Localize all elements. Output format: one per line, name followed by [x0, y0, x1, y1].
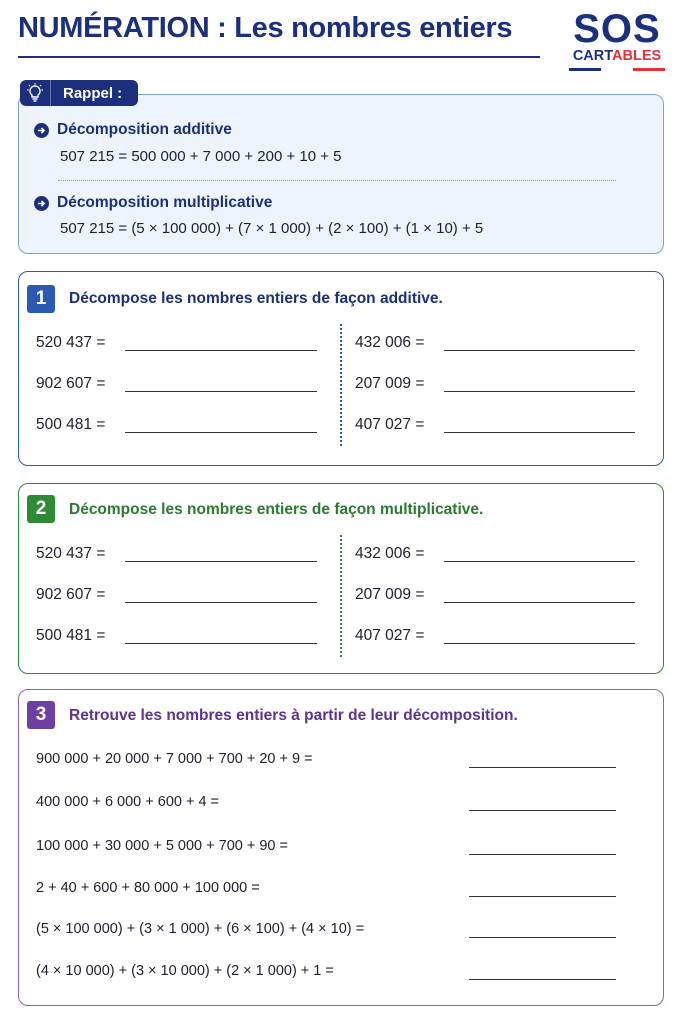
- additive-heading-text: Décomposition additive: [57, 121, 232, 138]
- ex3-row-expression: 100 000 + 30 000 + 5 000 + 700 + 90 =: [36, 838, 288, 854]
- ex3-answer-blank[interactable]: [469, 937, 616, 938]
- ex3-answer-blank[interactable]: [469, 767, 616, 768]
- ex1-answer-blank[interactable]: [444, 391, 635, 392]
- exercise-2-column-divider: [340, 535, 342, 657]
- ex2-answer-blank[interactable]: [444, 561, 635, 562]
- ex2-answer-blank[interactable]: [125, 561, 317, 562]
- ex2-answer-blank[interactable]: [125, 643, 317, 644]
- logo-ables-part: ABLES: [612, 48, 662, 64]
- logo-sos-text: SOS: [573, 7, 661, 51]
- ex1-answer-blank[interactable]: [444, 432, 635, 433]
- logo-cart-part: CART: [572, 48, 613, 64]
- rappel-divider: [58, 180, 616, 181]
- ex2-right-label: 407 027 =: [355, 627, 425, 644]
- exercise-1-column-divider: [340, 324, 342, 446]
- rappel-label: Rappel :: [63, 84, 123, 102]
- arrow-right-icon: [34, 123, 49, 138]
- lightbulb-icon: [20, 80, 51, 106]
- ex1-answer-blank[interactable]: [125, 350, 317, 351]
- logo-cartables-text: [566, 48, 668, 64]
- ex2-right-label: 432 006 =: [355, 545, 425, 562]
- ex1-left-label: 520 437 =: [36, 334, 106, 351]
- ex3-answer-blank[interactable]: [469, 810, 616, 811]
- page-title: NUMÉRATION : Les nombres entiers: [18, 12, 513, 44]
- multiplicative-heading-text: Décomposition multiplicative: [57, 194, 273, 211]
- ex1-right-label: 432 006 =: [355, 334, 425, 351]
- ex2-left-label: 902 607 =: [36, 586, 106, 603]
- ex2-left-label: 500 481 =: [36, 627, 106, 644]
- ex2-right-label: 207 009 =: [355, 586, 425, 603]
- ex1-right-label: 207 009 =: [355, 375, 425, 392]
- ex1-answer-blank[interactable]: [125, 432, 317, 433]
- ex3-row-expression: (4 × 10 000) + (3 × 10 000) + (2 × 1 000) + 1 =: [36, 963, 334, 979]
- additive-example: 507 215 = 500 000 + 7 000 + 200 + 10 + 5: [60, 148, 342, 165]
- ex3-row-expression: 900 000 + 20 000 + 7 000 + 700 + 20 + 9 =: [36, 751, 313, 767]
- rappel-tab: [20, 80, 138, 106]
- title-underline: [18, 56, 540, 58]
- exercise-1-number: 1: [27, 285, 55, 313]
- ex3-row-expression: 400 000 + 6 000 + 600 + 4 =: [36, 794, 220, 810]
- multiplicative-example: 507 215 = (5 × 100 000) + (7 × 1 000) + (2 × 100) + (1 × 10) + 5: [60, 220, 484, 237]
- ex1-left-label: 500 481 =: [36, 416, 106, 433]
- ex2-left-label: 520 437 =: [36, 545, 106, 562]
- ex1-answer-blank[interactable]: [444, 350, 635, 351]
- ex3-answer-blank[interactable]: [469, 896, 616, 897]
- ex1-right-label: 407 027 =: [355, 416, 425, 433]
- ex3-row-expression: 2 + 40 + 600 + 80 000 + 100 000 =: [36, 880, 260, 896]
- ex1-left-label: 902 607 =: [36, 375, 106, 392]
- ex3-answer-blank[interactable]: [469, 854, 616, 855]
- ex3-answer-blank[interactable]: [469, 979, 616, 980]
- exercise-2-number: 2: [27, 495, 55, 523]
- exercise-1-title: Décompose les nombres entiers de façon additive.: [69, 290, 443, 307]
- sos-cartables-logo: [566, 6, 668, 78]
- ex2-answer-blank[interactable]: [444, 643, 635, 644]
- arrow-right-icon: [34, 196, 49, 211]
- exercise-3-title: Retrouve les nombres entiers à partir de leur décomposition.: [69, 707, 518, 724]
- additive-heading: [34, 121, 232, 139]
- exercise-2-title: Décompose les nombres entiers de façon multiplicative.: [69, 501, 484, 518]
- logo-flag-stripe: [569, 68, 665, 71]
- multiplicative-heading: [34, 194, 272, 212]
- ex2-answer-blank[interactable]: [444, 602, 635, 603]
- exercise-3-number: 3: [27, 701, 55, 729]
- ex3-row-expression: (5 × 100 000) + (3 × 1 000) + (6 × 100) + (4 × 10) =: [36, 921, 365, 937]
- ex1-answer-blank[interactable]: [125, 391, 317, 392]
- ex2-answer-blank[interactable]: [125, 602, 317, 603]
